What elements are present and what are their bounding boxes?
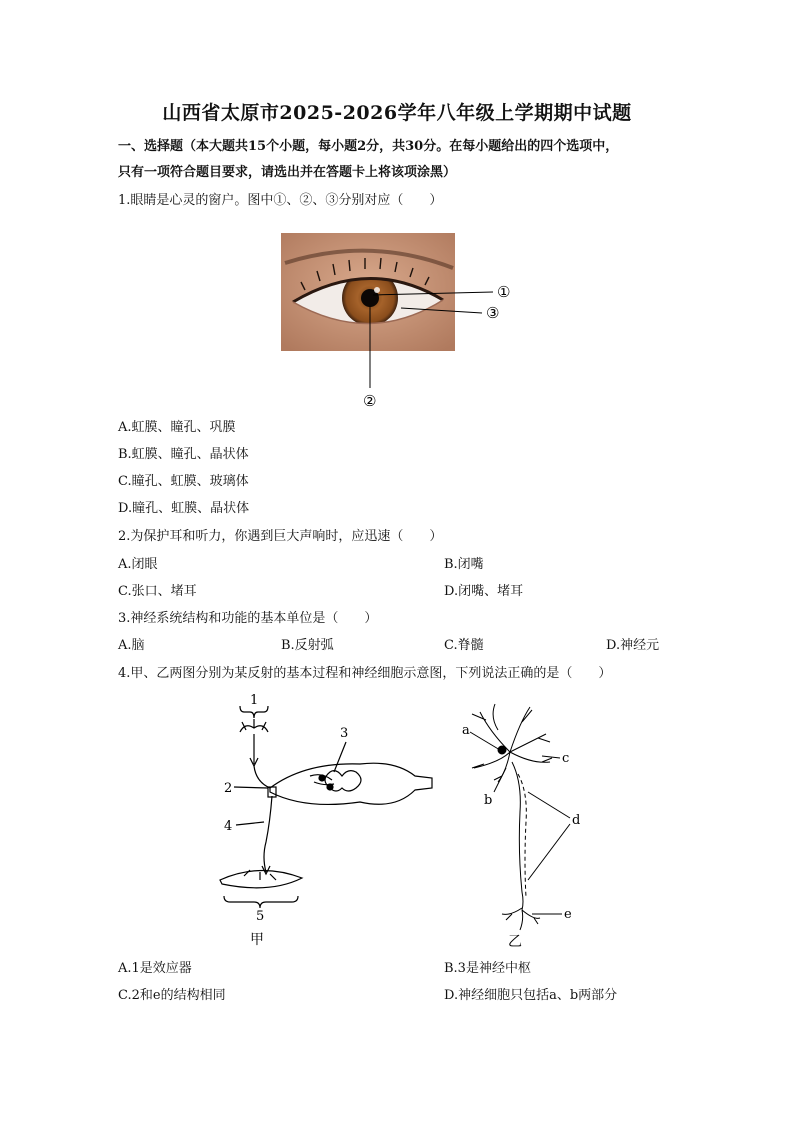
question-2-option-d: D.闭嘴、堵耳: [444, 584, 524, 599]
eye-label-2: ②: [363, 392, 377, 410]
neuron-label-a: a: [462, 723, 470, 738]
spinal-cord-outline: [270, 763, 432, 804]
question-2-stem: 2.为保护耳和听力，你遇到巨大声响时，应迅速（ ）: [118, 529, 443, 544]
neuron-label-e: e: [564, 907, 572, 922]
reflex-label-5: 5: [256, 909, 265, 924]
question-3-option-b: B.反射弧: [281, 638, 334, 653]
nerve-endings: [502, 908, 540, 930]
question-2-option-b: B.闭嘴: [444, 557, 484, 572]
neuron-figure: [450, 692, 600, 954]
label-5-brace: [224, 896, 298, 908]
reflex-label-3: 3: [340, 726, 349, 741]
question-4-option-b: B.3是神经中枢: [444, 961, 531, 976]
eye-label-1: ①: [497, 283, 511, 301]
question-1-option-b: B.虹膜、瞳孔、晶状体: [118, 447, 249, 462]
section-heading-line1: 一、选择题（本大题共15个小题，每小题2分，共30分。在每小题给出的四个选项中，: [118, 139, 619, 154]
neuron-label-b: b: [484, 793, 493, 808]
question-4-stem: 4.甲、乙两图分别为某反射的基本过程和神经细胞示意图，下列说法正确的是（ ）: [118, 666, 612, 681]
question-4-option-d: D.神经细胞只包括a、b两部分: [444, 988, 618, 1003]
question-3-stem: 3.神经系统结构和功能的基本单位是（ ）: [118, 611, 378, 626]
eye-figure: [275, 228, 525, 413]
efferent-nerve: [264, 796, 272, 872]
eye-label-3: ③: [486, 304, 500, 322]
question-1-option-c: C.瞳孔、虹膜、玻璃体: [118, 474, 249, 489]
question-3-option-a: A.脑: [118, 638, 145, 653]
question-3-option-d: D.神经元: [606, 638, 660, 653]
dendrites: [472, 704, 552, 782]
reflex-arc-figure: [210, 692, 450, 954]
afferent-nerve-lower: [254, 766, 270, 788]
axon: [512, 762, 523, 910]
question-1-option-a: A.虹膜、瞳孔、巩膜: [118, 420, 236, 435]
reflex-label-1: 1: [250, 693, 259, 708]
figure-yi-caption: 乙: [508, 934, 522, 950]
question-4-option-a: A.1是效应器: [118, 961, 192, 976]
question-2-option-a: A.闭眼: [118, 557, 158, 572]
question-1-stem: 1.眼睛是心灵的窗户。图中①、②、③分别对应（ ）: [118, 193, 443, 208]
neuron-label-d: d: [572, 813, 581, 828]
reflex-label-4: 4: [224, 819, 233, 834]
eye-photo: [281, 233, 455, 351]
question-3-option-c: C.脊髓: [444, 638, 484, 653]
question-2-option-c: C.张口、堵耳: [118, 584, 197, 599]
question-1-option-d: D.瞳孔、虹膜、晶状体: [118, 501, 250, 516]
reflex-label-2: 2: [224, 781, 233, 796]
receptor-shape: [240, 719, 268, 732]
question-4-option-c: C.2和e的结构相同: [118, 988, 226, 1003]
effector-muscle: [220, 870, 302, 887]
page-title: 山西省太原市2025-2026学年八年级上学期期中试题: [162, 102, 632, 124]
neuron-label-c: c: [562, 751, 570, 766]
section-heading-line2: 只有一项符合题目要求，请选出并在答题卡上将该项涂黑）: [118, 165, 457, 180]
figure-jia-caption: 甲: [250, 932, 264, 948]
